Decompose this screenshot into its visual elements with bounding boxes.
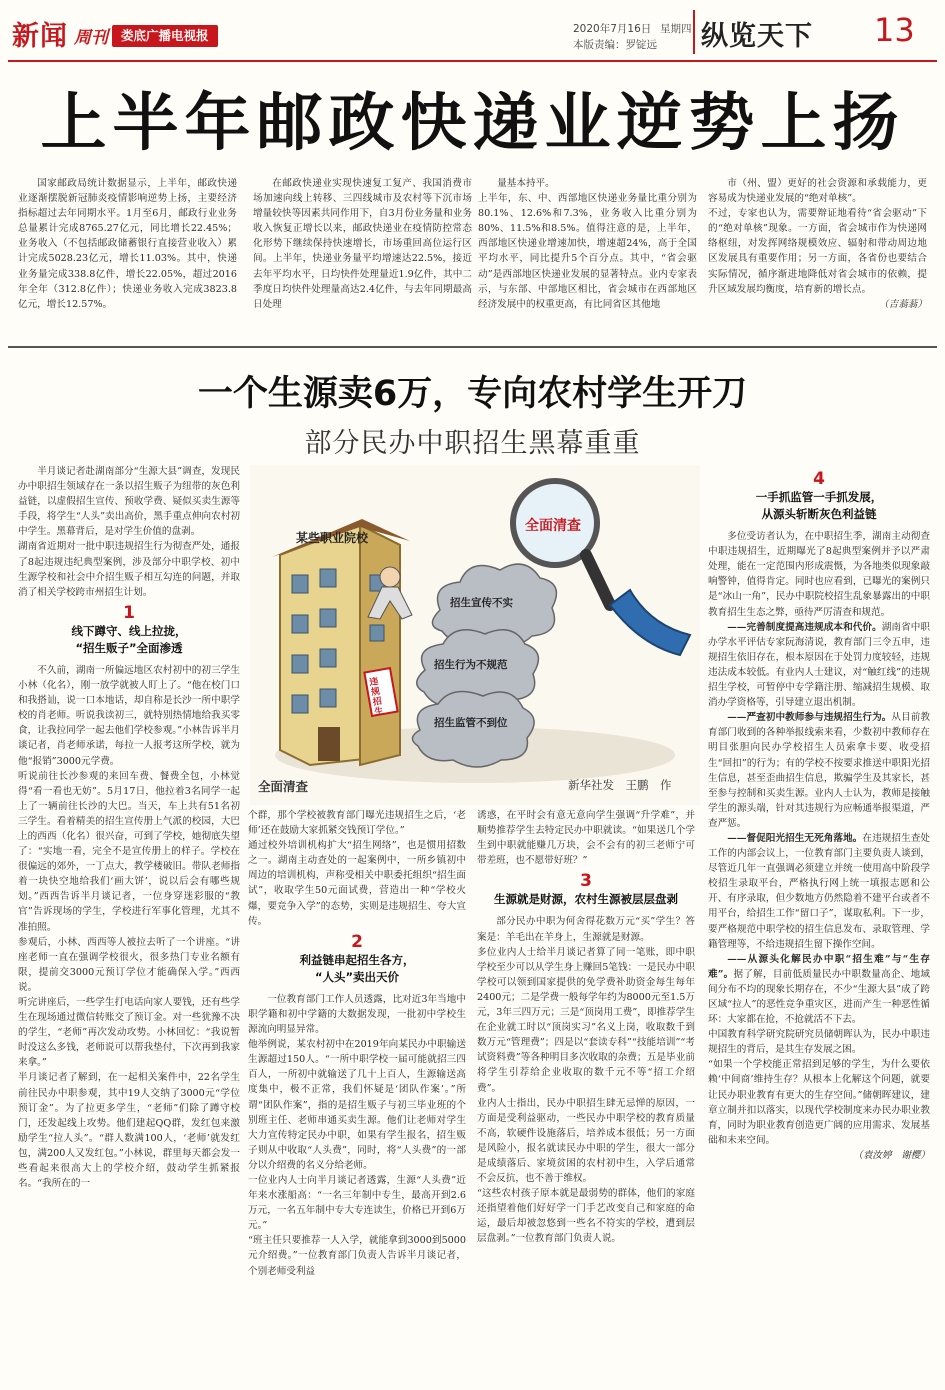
cartoon-magnifier-text: 全面清查	[525, 518, 581, 534]
page-number: 13	[874, 11, 915, 49]
issue-weekday: 星期四	[660, 23, 692, 35]
point-4-lead: ——从源头化解民办中职“招生难”与“生存难”。	[708, 953, 930, 980]
story2-col-c-lead: 诱惑，在平时会有意无意向学生强调“升学难”，并顺势推荐学生去特定民办中职就读。“如果送几个学生到中职就能赚几万块，会不会有的初三老师宁可带差班，也不愿带好班？”	[477, 810, 695, 867]
story2-col-a	[18, 464, 240, 1384]
section-4-point-1	[708, 620, 930, 711]
point-2-lead: ——严查初中教师参与违规招生行为。	[727, 712, 892, 724]
point-3-text: 在违规招生查处工作的内部会议上，一位教育部门主要负责人谈到，尽管近几年一直强调必须建立并统一使用高中阶段学校招生录取平台，严格执行网上统一填报志愿和公开、有序录取，但少数地方仍然隐着不建平台或者不用平台，给招生工作“留口子”，谋取私利。下一步，要严格规范中职学校的招生信息发布、录取管理、学籍管理等，不给违规招生留下操作空间。	[708, 832, 930, 950]
cartoon-notice: 违规招生	[368, 676, 385, 718]
brand-sub: 周刊	[74, 28, 108, 48]
story1-col2-text: 在邮政快递业实现快速复工复产、我国消费市场加速向线上转移、三四线城市及农村等下沉市场增量较快等因素共同作用下，自3月份业务量和业务收入恢复正增长以来，邮政快递业在疫情防控常态化形势下继续保持快速增长，市场重回高位运行区间。上半年，快递业务量平均增速达22.5%，接近去年平均水平，日均快件处理量近1.9亿件，其中二季度日均快件处理量高达2.4亿件，与去年同期最高日处理	[253, 178, 472, 310]
cartoon-caption: 全面清查	[258, 779, 309, 794]
point-1-lead: ——完善制度提高违规成本和代价。	[727, 621, 882, 633]
story2-headline: 一个生源卖6万，专向农村学生开刀	[197, 374, 748, 414]
story1-col4	[708, 176, 927, 336]
cartoon-drawing	[250, 465, 700, 805]
point-1-text: 湖南省中职办学水平评估专家阮海清说，教育部门三令五申，违规招生依旧存在，根本原因在于处罚力度较轻，违规违法成本较低。有业内人士建议，对“触红线”的违规招生学校，可暂停中专学籍注册、缩减招生规模、取消办学资格等，引导建立退出机制。	[708, 621, 930, 709]
cartoon-illustration	[250, 465, 700, 805]
issue-date: 2020年7月16日	[573, 23, 652, 35]
section-3-body: 部分民办中职为何舍得花数万元“买”学生？答案是：羊毛出在羊身上，生源就是财源。 多位业内人士给半月谈记者算了同一笔账，即中职学校至少可以从学生身上赚回5笔钱：一是民办中职学校可以领到国家提供的免学费补助资金每生每年2400元；二是学费一般每学年约为8000元至1.5万元，3年三四万元；三是“顶岗用工费”，即推荐学生在企业就工时以“顶岗实习”名义上岗，收取数千到数万元“管理费”；四是以“套读专科”“技能培训”“考试资料费”等各种明目多次收取的杂费；五是毕业前将学生引荐给企业收取的数千元不等“招工介绍费”。 业内人士指出，民办中职招生肆无忌惮的原因，一方面是受利益驱动，一些民办中职学校的教育质量不高，软硬件设施落后，培养成本很低；另一方面是风险小，报名就读民办中职的学生，很大一部分是成绩落后、家境贫困的农村初中生，入学后通常不会反抗，也不善于维权。 “这些农村孩子原本就是最弱势的群体，他们的家庭还指望着他们好好学一门手艺改变自己和家庭的命运，最后却被忽悠到一些名不符实的学校，遭到层层盘剥。”一位教育部门负责人说。	[477, 916, 695, 1245]
point-4-text: 据了解，目前低质量民办中职数量高企、地域间分布不均的现象长期存在，不少“生源大县”成了跨区域“拉人”的恶性竞争重灾区，进而产生一种恶性循环：大家都在抢，不抢就活不下去。 中国教育科学研究院研究员储朝晖认为，民办中职违规招生的背后，是其生存发展之困。 “如果一个学校能正常招到足够的学生，为什么要依赖‘中间商’维持生存？从根本上化解这个问题，就要让民办职业教育有更大的生存空间。”储朝晖建议，建章立制并扣以落实，以现代学校制度来办民办职业教育，同时为职业教育创造更广阔的应用需求、发展基础和未来空间。	[708, 968, 930, 1146]
story2-byline: （袁汝婷 谢樱）	[853, 1149, 930, 1161]
story1-col4-text: 市（州、盟）更好的社会资源和承载能力，更容易成为快递业发展的“绝对单核”。 不过，专家也认为，需要辩证地看待“省会驱动”下的“绝对单核”现象。一方面，省会城市作为快递网络枢纽，对发挥网络规模效应、辐射和带动周边地区发展具有重要作用；另一方面，各省份也要结合实际情况，循序渐进地降低对省会城市的依赖，提升区域发展均衡度，培育新的增长点。	[708, 178, 927, 295]
point-3-lead: ——督促阳光招生无死角落地。	[727, 832, 863, 844]
section-1-title	[18, 623, 240, 657]
story-divider	[8, 346, 937, 348]
point-2-text: 从目前教育部门收到的各种举报线索来看，少数初中教师存在明目张胆向民办学校招生人员索拿卡要、收受招生“回扣”的行为；有的学校不按要求推送中职阳光招生信息，甚至歪曲招生信息，欺骗学生及其家长，甚至参与控制和买卖生源。业内人士认为，教师是接触学生的源头端，针对其违规行为应畅通举报渠道，严查严惩。	[708, 712, 930, 829]
section-4-point-3	[708, 831, 930, 952]
story2-col-c	[477, 808, 695, 1384]
story1-headline: 上半年邮政快递业逆势上扬	[40, 85, 905, 160]
story2-subheadline: 部分民办中职招生黑幕重重	[304, 428, 641, 459]
story1-col3-text: 量基本持平。 上半年，东、中、西部地区快递业务量比重分别为80.1%、12.6%和7.3%，业务收入比重分别为80%、11.5%和8.5%。值得注意的是，上半年，西部地区快递业增速加快，增速超24%，高于全国平均水平，同比提升5个百分点。其中，“省会驱动”是西部地区快递业发展的显著特点。业内专家表示，与东部、中部地区相比，省会城市在西部地区经济发展中的权重更高，有比同省区其他地	[478, 178, 697, 310]
story1-col3	[478, 176, 697, 336]
story1-byline: （吉蓊蓊）	[879, 298, 927, 310]
story2-col-b-lead: 个群，那个学校被教育部门曝光违规招生之后，‘老师’还在鼓励大家抓紧交钱预订学位。” 通过校外培训机构扩大“招生网络”，也是惯用招数之一。湖南主动查处的一起案例中，一所乡镇初中周边的培训机构，声称受相关中职委托组织“招生面试”，收取学生50元面试费，营造出一种“学校火爆，要竞争入学”的态势，实则是违规招生、夸大宣传。	[248, 810, 466, 927]
story1-col2	[253, 176, 472, 336]
section-name: 纵览天下	[701, 21, 813, 52]
section-2-title-line1: 利益链串起招生各方，	[299, 952, 415, 967]
story2-col-d	[708, 464, 930, 1384]
section-4-title-line1: 一手抓监管一手抓发展，	[755, 490, 883, 505]
section-1-title-line2: “招生贩子”全面渗透	[75, 640, 183, 655]
section-1-title-line1: 线下蹲守、线上拉拢，	[71, 623, 187, 638]
cartoon-credit: 新华社发 王鹏 作	[568, 778, 672, 792]
story1-col1	[18, 176, 237, 336]
story2-col-b	[248, 808, 466, 1384]
story2-intro: 半月谈记者赴湖南部分“生源大县”调查，发现民办中职招生领域存在一条以招生贩子为纽带的灰色利益链，以虚假招生宣传、预收学费、疑似买卖生源等手段，将学生“人头”卖出高价，黑手重点伸向农村初中学生。黑幕背后，是对学生价值的盘剥。 湖南省近期对一批中职违规招生行为彻查严处，通报了8起违规违纪典型案例，涉及部分中职学校、初中生源学校和社会中介招生贩子相互勾连的问题，并取消了相关学校跨市州招生计划。	[18, 466, 240, 598]
story1-col1-text: 国家邮政局统计数据显示，上半年，邮政快递业逐渐摆脱新冠肺炎疫情影响逆势上扬，主要经济指标超过去年同期水平。1月至6月，邮政行业业务总量累计完成8765.27亿元，同比增长22.45%；业务收入（不包括邮政储蓄银行直接营业收入）累计完成5028.23亿元，增长11.03%。其中，快递业务量完成338.8亿件，增长22.05%，超过2016年全年（312.8亿件）；快递业务收入完成3823.8亿元，增长12.57%。	[18, 178, 237, 310]
cartoon-cloud-label-1: 招生宣传不实	[450, 597, 513, 609]
section-2-title-line2: “人头”卖出天价	[314, 969, 400, 984]
brand-main: 新闻	[12, 21, 68, 52]
section-4-body: 多位受访者认为，在中职招生季，湖南主动彻查中职违规招生，近期曝光了8起典型案例并予以严肃处理，能在一定范围内形成震慑，为各地类似现象敲响警钟，值得肯定。同时也应看到，已曝光的案例只是“冰山一角”，民办中职院校招生乱象暴露出的中职教育招生生态之弊，亟待严厉清查和规范。	[708, 531, 930, 618]
section-2-body: 一位教育部门工作人员透露，比对近3年当地中职学籍和初中学籍的大数据发现，一批初中学校生源流向明显异常。 他举例说，某农村初中在2019年向某民办中职输送生源超过150人。“一所中职学校一届可能就招三四百人，一所初中就输送了几十上百人，生源输送高度集中，极不正常，我们怀疑是‘团队作案’。”所谓“团队作案”，指的是招生贩子与初三毕业班的个别班主任、老师串通买卖生源。他们让老师对学生大力宣传特定民办中职，如果有学生报名，招生贩子则从中收取“人头费”，同时，将“人头费”的一部分以介绍费的名义分给老师。 一位业内人士向半月谈记者透露，生源“人头费”近年来水涨船高：“一名三年制中专生，最高开到2.6万元，一名五年制中专大专连读生，价格已开到6万元。” “班主任只要推荐一人入学，就能拿到3000到5000元介绍费。”一位教育部门负责人告诉半月谈记者，个别老师受利益	[248, 993, 466, 1277]
section-3-title	[477, 891, 695, 908]
paper-name-badge: 娄底广播电视报	[112, 25, 218, 47]
section-1-body: 不久前，湖南一所偏远地区农村初中的初三学生小林（化名），刚一放学就被人盯上了。“他在校门口和我搭讪，说一口本地话，却自称是长沙一所中职学校的肖老师。听说我读初三，就特别热情地给我买零食，让我拉同学一起去他们学校参观。”小林告诉半月谈记者，肖老师承诺，每拉一人报考这所学校，就为他“报销”3000元学费。 听说前往长沙参观的来回车费、餐费全包，小林觉得“看一看也无妨”。5月17日，他拉着3名同学一起上了一辆前往长沙的大巴。当天，车上共有51名初三学生。看着精美的招生宣传册上气派的校园，大巴上的西西（化名）很兴奋，可到了学校，她彻底失望了：“实地一看，完全不是宣传册上的样子。学校在很偏远的郊外，一丁点大，教学楼破旧。带队老师指着一块快空地给我们‘画大饼’，说以后会有哪些规划。”西西告诉半月谈记者，一位身穿迷彩服的“教官”告诉现场的学生，学校进行军事化管理，尤其不准拍照。 参观后，小林、西西等人被拉去听了一个讲座。“讲座老师一直在强调学校很火，很多热门专业名额有限，提前交3000元预订学位才能确保入学。”西西说。 听完讲座后，一些学生打电话向家人要钱，还有些学生在现场通过微信转账交了预订金。对一些犹豫不决的学生，“老师”再次发动攻势。小林回忆：“我说暂时没这么多钱，老师说可以帮我垫付，下次再到我家来拿。” 半月谈记者了解到，在一起相关案件中，22名学生前往民办中职参观，其中19人交纳了3000元“学位预订金”。为了拉更多学生，“老师”们除了蹲守校门，还发起线上攻势。他们建起QQ群，发红包来激励学生“拉人头”。“群人数满100人，‘老师’就发红包，满200人又发红包。”小林说，群里每天都会发一些看起来很高大上的学校介绍，鼓动学生抓紧报名。“我所在的一	[18, 664, 240, 1190]
section-4-title-line2: 从源头斩断灰色利益链	[761, 507, 877, 522]
section-4-point-4	[708, 952, 930, 1148]
section-4-point-2	[708, 710, 930, 831]
section-2-title	[248, 952, 466, 986]
cartoon-cloud-label-3: 招生监管不到位	[434, 717, 508, 729]
section-2-number: 2	[351, 931, 363, 952]
section-4-title	[708, 489, 930, 523]
cartoon-cloud-label-2: 招生行为不规范	[434, 659, 508, 671]
masthead	[8, 8, 938, 60]
section-3-number: 3	[580, 871, 592, 892]
section-4-number: 4	[813, 469, 825, 489]
header-rule	[8, 60, 937, 62]
section-1-number: 1	[123, 602, 135, 623]
cartoon-school-sign: 某些职业院校	[296, 531, 369, 545]
section-3-title-line1: 生源就是财源，农村生源被层层盘剥	[494, 892, 678, 907]
header-divider	[693, 10, 695, 54]
page-editor: 本版责编：罗锭远	[573, 39, 657, 51]
